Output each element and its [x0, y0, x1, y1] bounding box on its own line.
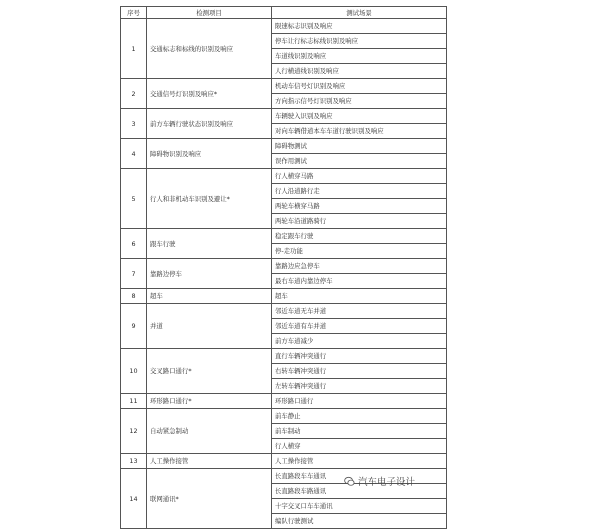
test-scene: 行人横穿马路: [272, 169, 447, 184]
row-number: 3: [121, 109, 147, 139]
test-item: 交叉路口通行*: [147, 349, 272, 394]
row-number: 5: [121, 169, 147, 229]
test-scene: 车辆驶入识别及响应: [272, 109, 447, 124]
test-scene: 两轮车沿道路骑行: [272, 214, 447, 229]
row-number: 2: [121, 79, 147, 109]
table-row: [121, 304, 447, 319]
wechat-icon: [344, 476, 355, 487]
table-row: [121, 109, 447, 124]
test-scene: 右转车辆冲突通行: [272, 364, 447, 379]
test-item: 交通标志和标线的识别及响应: [147, 19, 272, 79]
table-row: [121, 19, 447, 34]
header-item: 检测项目: [147, 7, 272, 19]
table-row: [121, 229, 447, 244]
test-scene: 车道线识别及响应: [272, 49, 447, 64]
test-item: 行人和非机动车识别及避让*: [147, 169, 272, 229]
row-number: 8: [121, 289, 147, 304]
test-scene: 靠路边应急停车: [272, 259, 447, 274]
test-scene: 邻近车道无车并道: [272, 304, 447, 319]
test-item: 人工操作接管: [147, 454, 272, 469]
table-row: [121, 409, 447, 424]
test-scene: 前方车道减少: [272, 334, 447, 349]
test-scene: 邻近车道有车并道: [272, 319, 447, 334]
table-row: [121, 289, 447, 304]
test-scene: 行人横穿: [272, 439, 447, 454]
watermark: [344, 474, 415, 488]
test-scene: 停车让行标志标线识别及响应: [272, 34, 447, 49]
watermark-text: 汽车电子设计: [358, 477, 416, 488]
test-item: 跟车行驶: [147, 229, 272, 259]
test-item: 前方车辆行驶状态识别及响应: [147, 109, 272, 139]
test-item: 联网通讯*: [147, 469, 272, 529]
test-item: 交通信号灯识别及响应*: [147, 79, 272, 109]
table-row: [121, 349, 447, 364]
row-number: 6: [121, 229, 147, 259]
test-scene: 环形路口通行: [272, 394, 447, 409]
table-row: [121, 454, 447, 469]
header-scene: 测试场景: [272, 7, 447, 19]
test-scene: 机动车信号灯识别及响应: [272, 79, 447, 94]
test-scene: 长直路段车车通讯: [272, 469, 447, 484]
test-scene: 人行横道线识别及响应: [272, 64, 447, 79]
test-scene: 误作用测试: [272, 154, 447, 169]
test-scene: 人工操作接管: [272, 454, 447, 469]
row-number: 14: [121, 469, 147, 529]
table-header-row: [121, 7, 447, 19]
test-scene: 直行车辆冲突通行: [272, 349, 447, 364]
test-item: 并道: [147, 304, 272, 349]
table-row: [121, 169, 447, 184]
test-scene: 对向车辆借道本车车道行驶识别及响应: [272, 124, 447, 139]
row-number: 4: [121, 139, 147, 169]
test-scene: 行人沿道路行走: [272, 184, 447, 199]
test-scene: 障碍物测试: [272, 139, 447, 154]
row-number: 12: [121, 409, 147, 454]
table-row: [121, 259, 447, 274]
test-item: 自动紧急制动: [147, 409, 272, 454]
test-scene: 停-走功能: [272, 244, 447, 259]
row-number: 7: [121, 259, 147, 289]
test-item: 靠路边停车: [147, 259, 272, 289]
test-scene: 编队行驶测试: [272, 514, 447, 529]
test-item: 超车: [147, 289, 272, 304]
test-items-table: [120, 6, 447, 529]
table-row: [121, 394, 447, 409]
test-item: 障碍物识别及响应: [147, 139, 272, 169]
test-scene: 十字交叉口车车通讯: [272, 499, 447, 514]
test-scene: 方向指示信号灯识别及响应: [272, 94, 447, 109]
table-row: [121, 139, 447, 154]
row-number: 13: [121, 454, 147, 469]
test-item: 环形路口通行*: [147, 394, 272, 409]
test-scene: 超车: [272, 289, 447, 304]
row-number: 11: [121, 394, 147, 409]
row-number: 10: [121, 349, 147, 394]
test-scene: 两轮车横穿马路: [272, 199, 447, 214]
row-number: 9: [121, 304, 147, 349]
header-no: 序号: [121, 7, 147, 19]
row-number: 1: [121, 19, 147, 79]
test-scene: 左转车辆冲突通行: [272, 379, 447, 394]
test-scene: 限速标志识别及响应: [272, 19, 447, 34]
table-row: [121, 79, 447, 94]
test-scene: 前车制动: [272, 424, 447, 439]
test-scene: 最右车道内靠边停车: [272, 274, 447, 289]
test-scene: 前车静止: [272, 409, 447, 424]
test-scene: 长直路段车路通讯: [272, 484, 447, 499]
test-scene: 稳定跟车行驶: [272, 229, 447, 244]
